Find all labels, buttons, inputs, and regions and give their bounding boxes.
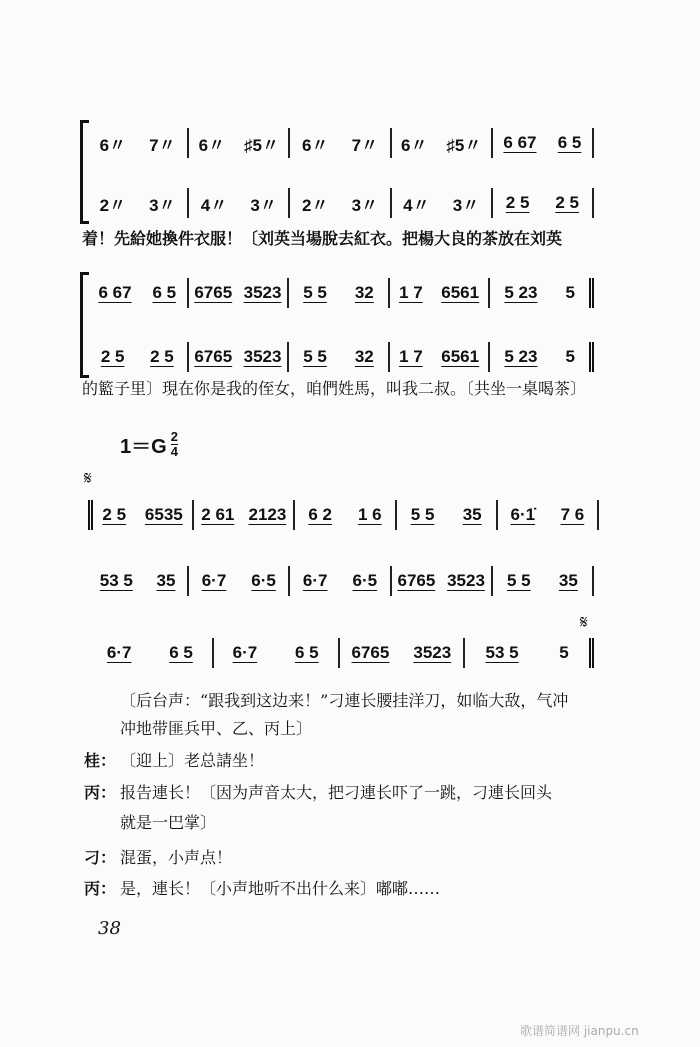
speaker: 刁： (84, 848, 117, 867)
measure (88, 278, 189, 308)
note-group: 3523 (447, 571, 485, 590)
note-group: 6·7 (106, 643, 132, 662)
note-group: 6 5 (557, 133, 582, 152)
measure (88, 128, 189, 158)
note-group: 2 5 (555, 193, 580, 212)
watermark: 歌谱简谱网 jianpu.cn (520, 1024, 639, 1038)
measure (189, 566, 290, 596)
note-group: 2〃 (301, 195, 329, 215)
note-group: 3523 (413, 643, 452, 662)
measure (88, 188, 189, 218)
note-group: 6561 (441, 283, 480, 302)
note-group: 6·7 (201, 571, 227, 590)
note-group: ♯5〃 (446, 135, 482, 155)
note-group: 3〃 (250, 195, 277, 215)
note-group: 1 7 (399, 283, 423, 302)
measure (93, 500, 194, 530)
measure (397, 500, 498, 530)
note-group: ♯5〃 (243, 135, 279, 155)
speaker: 丙： (84, 783, 117, 802)
note-group: 2123 (248, 505, 287, 524)
measure (189, 278, 290, 308)
measure (493, 188, 594, 218)
note-group: 6561 (441, 347, 480, 366)
note-group: 5 5 (410, 505, 435, 524)
note-group: 2〃 (99, 195, 127, 215)
system1-upper-staff (88, 128, 594, 158)
key-signature (120, 430, 178, 459)
measure (340, 638, 466, 668)
note-group: 5 5 (506, 571, 531, 590)
note-group: 3〃 (452, 195, 480, 215)
note-group: 6〃 (401, 135, 428, 155)
measure (295, 500, 396, 530)
note-group: 53 5 (485, 643, 519, 662)
lyric-text-2: 的籃子里〕現在你是我的侄女，咱們姓馬，叫我二叔。〔共坐一桌喝茶〕 (82, 379, 587, 398)
measure (490, 278, 594, 308)
measure (490, 342, 594, 372)
measure (88, 342, 189, 372)
note-group: 2 5 (100, 347, 125, 366)
measure (189, 128, 290, 158)
dialogue-line: 冲地带匪兵甲、乙、丙上〕 (120, 719, 313, 738)
note-group: 32 (354, 283, 374, 302)
dialogue-line: 是，連长！〔小声地听不出什么来〕嘟嘟…… (120, 879, 441, 898)
note-group: 2 5 (505, 193, 530, 212)
dialogue-line: 报告連长！〔因为声音太大，把刁連长吓了一跳，刁連长回头 (120, 783, 553, 802)
note-group: 6·7 (232, 643, 258, 662)
note-group: 53 5 (99, 571, 133, 590)
note-group: 1 6 (357, 505, 382, 524)
note-group: 2 61 (201, 505, 235, 524)
measure (194, 500, 295, 530)
note-group: 5 (565, 347, 575, 366)
speaker: 丙： (84, 879, 117, 898)
note-group: 6·1̇ (510, 505, 536, 524)
note-group: 6 5 (294, 643, 319, 662)
note-group: 6〃 (198, 135, 226, 155)
melody-row-2 (88, 566, 594, 596)
measure (88, 566, 189, 596)
note-group: 3〃 (149, 195, 176, 215)
note-group: 6 5 (152, 283, 177, 302)
measure (290, 188, 391, 218)
note-group: 2 5 (102, 505, 127, 524)
note-group: 35 (462, 505, 482, 524)
note-group: 6535 (144, 505, 183, 524)
segno-icon-end: 𝄋 (580, 612, 588, 633)
note-group: 5 5 (303, 283, 327, 302)
measure (392, 128, 493, 158)
dialogue-line: 就是一巴掌〕 (120, 813, 217, 832)
note-group: 4〃 (403, 195, 430, 215)
key-label: 1＝G (120, 436, 167, 458)
note-group: 6·5 (352, 571, 378, 590)
measure (498, 500, 599, 530)
speaker: 桂： (84, 751, 117, 770)
measure (189, 342, 290, 372)
note-group: 2 5 (150, 347, 174, 366)
note-group: 7〃 (149, 135, 176, 155)
melody-row-3 (88, 638, 594, 668)
segno-icon: 𝄋 (84, 468, 92, 489)
note-group: 32 (354, 347, 374, 366)
measure (214, 638, 340, 668)
melody-row-1 (88, 500, 599, 530)
lyric-text-1: 着！先給她換件衣服！〔刘英当場脫去紅衣。把楊大良的茶放在刘英 (82, 229, 563, 248)
measure (465, 638, 594, 668)
note-group: 6〃 (99, 135, 127, 155)
note-group: 6 2 (308, 505, 333, 524)
note-group: 35 (558, 571, 578, 590)
dialogue-line: 〔后台声：“跟我到这边来！”刁連长腰挂洋刀，如临大敌，气冲 (120, 691, 569, 710)
measure (289, 342, 390, 372)
note-group: 1 7 (399, 347, 423, 366)
time-numerator: 2 (170, 429, 178, 444)
note-group: 6 67 (98, 283, 132, 302)
measure (290, 128, 391, 158)
note-group: 35 (156, 571, 176, 590)
note-group: 5 (559, 643, 569, 662)
system1-lower-staff (88, 188, 594, 218)
note-group: 4〃 (200, 195, 228, 215)
note-group: 5 23 (504, 283, 538, 302)
note-group: 6765 (397, 571, 436, 590)
dialogue-line: 混蛋，小声点！ (120, 848, 233, 867)
measure (289, 278, 390, 308)
time-denominator: 4 (170, 444, 178, 459)
note-group: 5 (565, 283, 575, 302)
measure (392, 566, 493, 596)
note-group: 7 6 (560, 505, 585, 524)
dialogue-line: 〔迎上〕老总請坐！ (120, 751, 265, 770)
system2-upper-staff (88, 278, 594, 308)
note-group: 6765 (351, 643, 390, 662)
note-group: 6·5 (251, 571, 276, 590)
page-number: 38 (98, 918, 121, 939)
note-group: 5 23 (504, 347, 538, 366)
note-group: 6·7 (302, 571, 328, 590)
note-group: 5 5 (303, 347, 327, 366)
note-group: 6〃 (301, 135, 329, 155)
measure (392, 188, 493, 218)
note-group: 3〃 (351, 195, 379, 215)
measure (290, 566, 391, 596)
note-group: 3523 (243, 283, 282, 302)
measure (88, 638, 214, 668)
note-group: 6 5 (169, 643, 193, 662)
measure (189, 188, 290, 218)
note-group: 6765 (194, 347, 233, 366)
measure (493, 566, 594, 596)
note-group: 6 67 (503, 133, 537, 152)
measure (493, 128, 594, 158)
system2-lower-staff (88, 342, 594, 372)
note-group: 7〃 (351, 135, 379, 155)
note-group: 3523 (243, 347, 282, 366)
note-group: 6765 (194, 283, 233, 302)
measure (390, 342, 491, 372)
measure (390, 278, 491, 308)
